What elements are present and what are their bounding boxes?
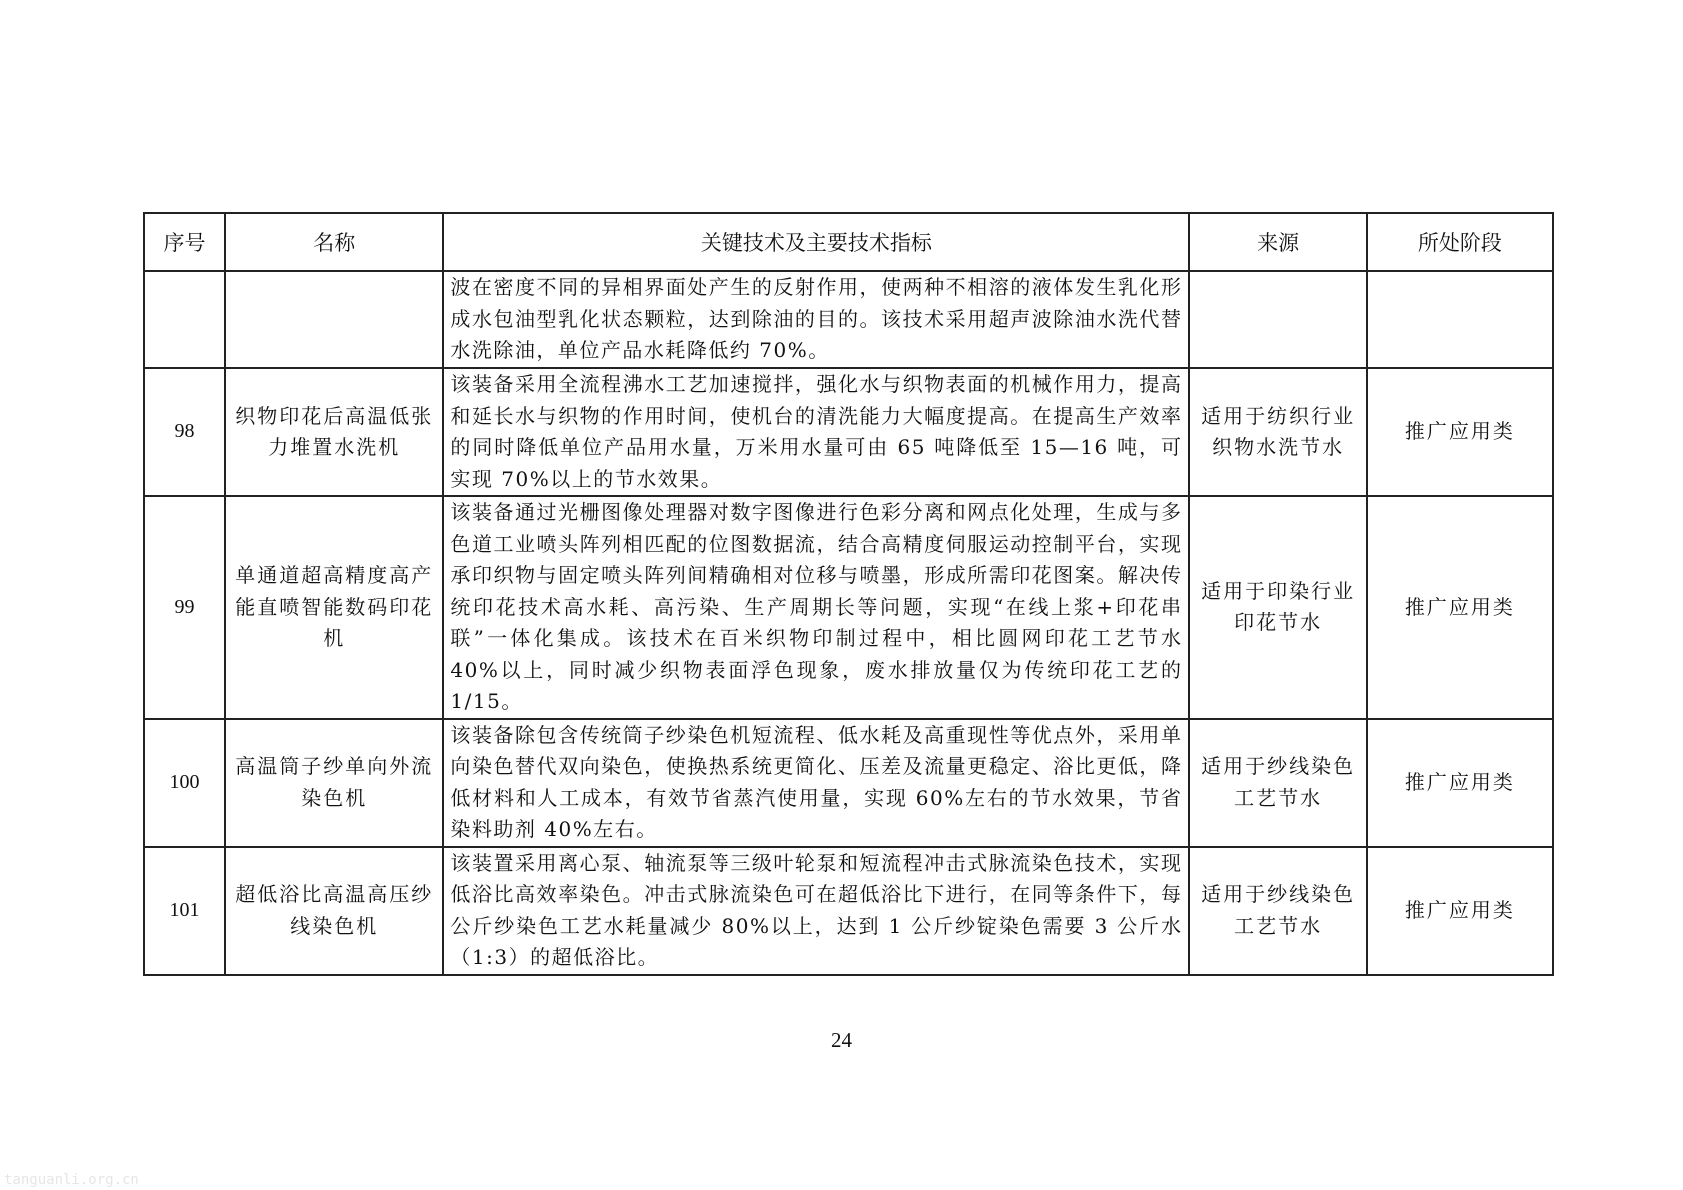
row-source: 适用于纺织行业织物水洗节水 (1189, 368, 1366, 496)
row-source (1189, 271, 1366, 368)
header-stage: 所处阶段 (1367, 213, 1553, 271)
row-number: 98 (144, 368, 225, 496)
table-row (144, 496, 1553, 719)
row-description: 该装备通过光栅图像处理器对数字图像进行色彩分离和网点化处理，生成与多色道工业喷头阵列相匹配的位图数据流，结合高精度伺服运动控制平台，实现承印织物与固定喷头阵列间精确相对位移与喷墨，形成所需印花图案。解决传统印花技术高水耗、高污染、生产周期长等问题，实现“在线上浆+印花串联”一体化集成。该技术在百米织物印制过程中，相比圆网印花工艺节水 40%以上，同时减少织物表面浮色现象，废水排放量仅为传统印花工艺的 1/15。 (443, 496, 1189, 719)
watermark: tanguanli.org.cn (4, 1172, 139, 1188)
row-source: 适用于纱线染色工艺节水 (1189, 847, 1366, 975)
table-row (144, 719, 1553, 847)
row-stage: 推广应用类 (1367, 847, 1553, 975)
header-name: 名称 (225, 213, 443, 271)
row-source: 适用于纱线染色工艺节水 (1189, 719, 1366, 847)
row-name (225, 271, 443, 368)
row-name: 单通道超高精度高产能直喷智能数码印花机 (225, 496, 443, 719)
row-number: 101 (144, 847, 225, 975)
row-stage (1367, 271, 1553, 368)
row-stage: 推广应用类 (1367, 496, 1553, 719)
row-description: 波在密度不同的异相界面处产生的反射作用，使两种不相溶的液体发生乳化形成水包油型乳化状态颗粒，达到除油的目的。该技术采用超声波除油水洗代替水洗除油，单位产品水耗降低约 70%。 (443, 271, 1189, 368)
table-row (144, 368, 1553, 496)
row-stage: 推广应用类 (1367, 368, 1553, 496)
row-number (144, 271, 225, 368)
table-header-row (144, 213, 1553, 271)
row-name: 超低浴比高温高压纱线染色机 (225, 847, 443, 975)
row-source: 适用于印染行业印花节水 (1189, 496, 1366, 719)
row-number: 100 (144, 719, 225, 847)
row-name: 高温筒子纱单向外流染色机 (225, 719, 443, 847)
table-row (144, 271, 1553, 368)
row-description: 该装备采用全流程沸水工艺加速搅拌，强化水与织物表面的机械作用力，提高和延长水与织物的作用时间，使机台的清洗能力大幅度提高。在提高生产效率的同时降低单位产品用水量，万米用水量可由 65 吨降低至 15—16 吨，可实现 70%以上的节水效果。 (443, 368, 1189, 496)
row-name: 织物印花后高温低张力堆置水洗机 (225, 368, 443, 496)
header-serial-number: 序号 (144, 213, 225, 271)
table-row (144, 847, 1553, 975)
row-description: 该装置采用离心泵、轴流泵等三级叶轮泵和短流程冲击式脉流染色技术，实现低浴比高效率染色。冲击式脉流染色可在超低浴比下进行，在同等条件下，每公斤纱染色工艺水耗量减少 80%以上，达到 1 公斤纱锭染色需要 3 公斤水（1:3）的超低浴比。 (443, 847, 1189, 975)
row-number: 99 (144, 496, 225, 719)
header-source: 来源 (1189, 213, 1366, 271)
row-description: 该装备除包含传统筒子纱染色机短流程、低水耗及高重现性等优点外，采用单向染色替代双向染色，使换热系统更简化、压差及流量更稳定、浴比更低，降低材料和人工成本，有效节省蒸汽使用量，实现 60%左右的节水效果，节省染料助剂 40%左右。 (443, 719, 1189, 847)
row-stage: 推广应用类 (1367, 719, 1553, 847)
page-number: 24 (831, 1028, 852, 1052)
technology-table (143, 212, 1554, 976)
header-key-technology: 关键技术及主要技术指标 (443, 213, 1189, 271)
